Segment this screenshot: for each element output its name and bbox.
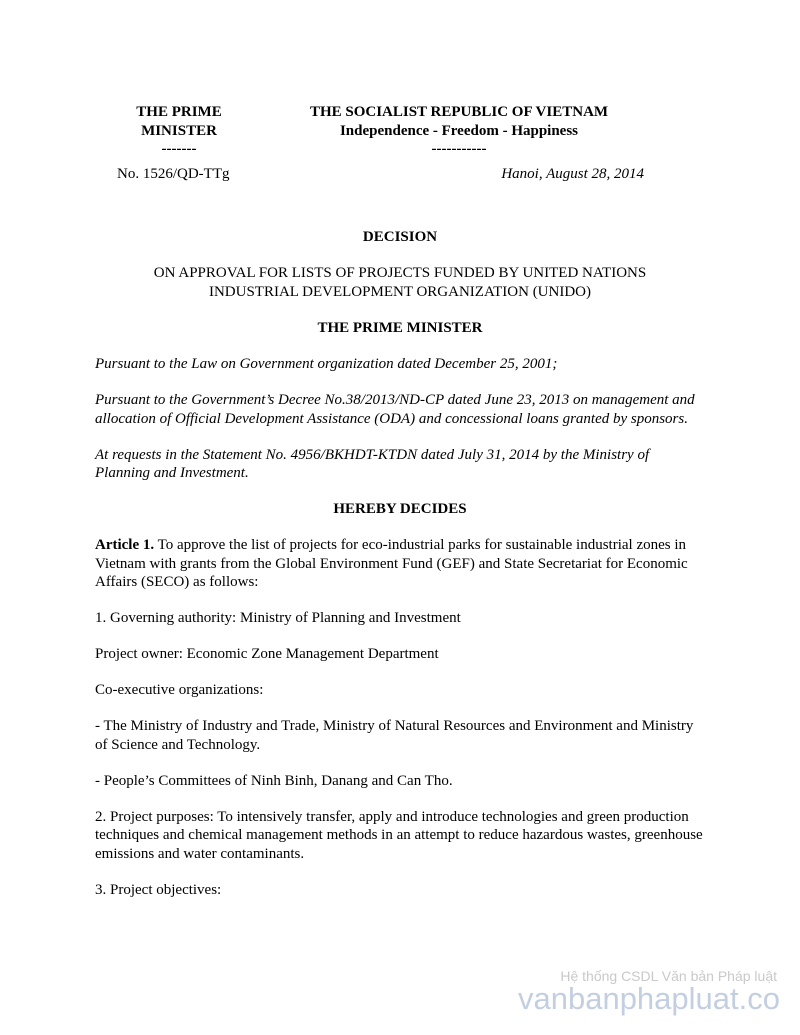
place-and-date: Hanoi, August 28, 2014 bbox=[501, 166, 644, 182]
project-owner: Project owner: Economic Zone Management Department bbox=[95, 646, 439, 662]
decides-heading: HEREBY DECIDES bbox=[333, 501, 467, 517]
subject-line-1: ON APPROVAL FOR LISTS OF PROJECTS FUNDED BY UNITED NATIONS bbox=[153, 265, 647, 281]
motto-divider: ----------- bbox=[431, 141, 487, 157]
article-1-label: Article 1. bbox=[95, 537, 155, 553]
document-type: DECISION bbox=[362, 229, 438, 245]
issuer-block bbox=[108, 103, 250, 159]
issuer-divider: ------- bbox=[161, 141, 197, 157]
document-subject bbox=[0, 264, 800, 301]
governing-authority: 1. Governing authority: Ministry of Planning and Investment bbox=[95, 610, 461, 626]
co-executive-committees: - People’s Committees of Ninh Binh, Danang and Can Tho. bbox=[95, 772, 453, 789]
issuer-name-line2: MINISTER bbox=[141, 122, 217, 139]
document-number: No. 1526/QD-TTg bbox=[117, 166, 230, 182]
co-executive-heading: Co-executive organizations: bbox=[95, 682, 264, 698]
project-objectives: 3. Project objectives: bbox=[95, 881, 222, 898]
issuing-authority: THE PRIME MINISTER bbox=[317, 320, 483, 336]
article-1 bbox=[95, 536, 705, 592]
preamble-statement: At requests in the Statement No. 4956/BKHDT-KTDN dated July 31, 2014 by the Ministry of Planning and Investment. bbox=[95, 446, 650, 481]
preamble-decree: Pursuant to the Government’s Decree No.38/2013/ND-CP dated June 23, 2013 on management and allocation of Official Development Assistance (ODA) and concessional loans granted by sponsors. bbox=[95, 392, 695, 427]
article-1-text: To approve the list of projects for eco-industrial parks for sustainable industrial zones in Vietnam with grants from the Global Environment Fund (GEF) and State Secretariat for Economic Affairs (SECO) as follows: bbox=[95, 537, 688, 590]
watermark-caption: Hệ thống CSDL Văn bản Pháp luật bbox=[560, 968, 777, 984]
project-purposes: 2. Project purposes: To intensively transfer, apply and introduce technologies and green production techniques and chemical management methods in an attempt to reduce hazardous wastes, greenhouse emissions and water contaminants. bbox=[95, 808, 703, 862]
issuer-name-line1: THE PRIME bbox=[136, 104, 222, 120]
national-title-block bbox=[288, 103, 630, 159]
country-name: THE SOCIALIST REPUBLIC OF VIETNAM bbox=[309, 104, 609, 120]
watermark-site: vanbanphapluat.co bbox=[517, 981, 780, 1016]
subject-line-2: INDUSTRIAL DEVELOPMENT ORGANIZATION (UNIDO) bbox=[208, 283, 592, 300]
co-executive-ministries: - The Ministry of Industry and Trade, Ministry of Natural Resources and Environment and Ministry of Science and Technology. bbox=[95, 718, 694, 753]
preamble-law: Pursuant to the Law on Government organization dated December 25, 2001; bbox=[95, 356, 558, 372]
national-motto: Independence - Freedom - Happiness bbox=[339, 122, 579, 139]
document-body bbox=[95, 355, 705, 917]
